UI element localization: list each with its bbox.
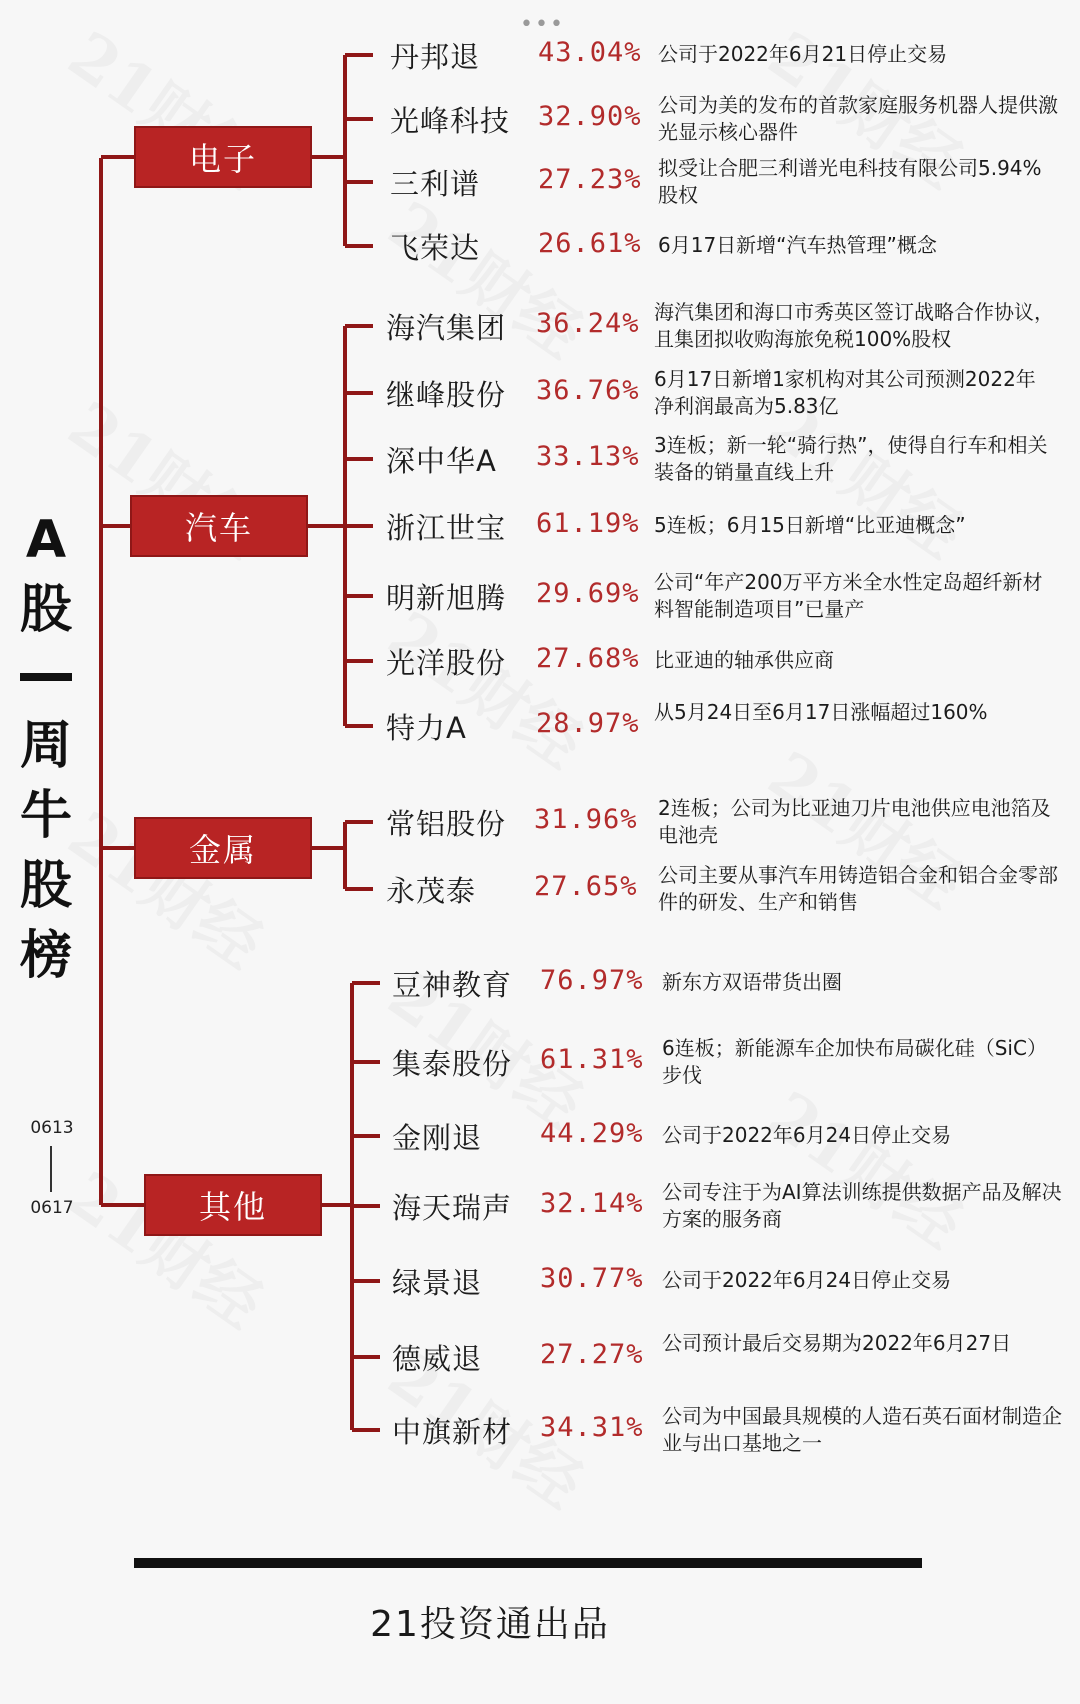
category-box: 其他 xyxy=(144,1174,322,1236)
stock-description: 公司专注于为AI算法训练提供数据产品及解决方案的服务商 xyxy=(662,1180,1062,1231)
stock-description: 公司为中国最具规模的人造石英石面材制造企业与出口基地之一 xyxy=(662,1404,1062,1455)
stock-name: 金刚退 xyxy=(392,1121,483,1155)
stock-name: 永茂泰 xyxy=(386,874,477,908)
stock-description: 海汽集团和海口市秀英区签订战略合作协议，且集团拟收购海旅免税100%股权 xyxy=(654,300,1054,351)
stock-gain-percent: 28.97% xyxy=(536,708,640,739)
stock-description: 公司“年产200万平方米全水性定岛超纤新材料智能制造项目”已量产 xyxy=(654,570,1043,621)
stock-gain-percent: 43.04% xyxy=(538,37,642,68)
stock-description: 比亚迪的轴承供应商 xyxy=(654,648,834,672)
stock-gain-percent: 27.65% xyxy=(534,871,638,902)
stock-gain-percent: 33.13% xyxy=(536,441,640,472)
stock-description: 3连板；新一轮“骑行热”，使得自行车和相关装备的销量直线上升 xyxy=(654,433,1048,484)
stock-gain-percent: 44.29% xyxy=(540,1118,644,1149)
stock-name: 绿景退 xyxy=(392,1266,483,1300)
stock-description: 6连板；新能源车企加快布局碳化硅（SiC）步伐 xyxy=(662,1036,1047,1087)
stock-name: 浙江世宝 xyxy=(386,511,507,545)
stock-name: 光洋股份 xyxy=(386,646,507,680)
footer-label: 21投资通出品 xyxy=(370,1604,610,1645)
stock-gain-percent: 34.31% xyxy=(540,1412,644,1443)
category-box: 电子 xyxy=(134,126,312,188)
stock-description: 6月17日新增1家机构对其公司预测2022年净利润最高为5.83亿 xyxy=(654,367,1036,418)
stock-gain-percent: 36.76% xyxy=(536,375,640,406)
stock-gain-percent: 27.27% xyxy=(540,1339,644,1370)
category-box: 汽车 xyxy=(130,495,308,557)
stock-name: 集泰股份 xyxy=(392,1047,513,1081)
title-char: A xyxy=(25,510,67,570)
title-char: 牛 xyxy=(19,786,72,846)
stock-name: 光峰科技 xyxy=(390,104,511,138)
stock-name: 丹邦退 xyxy=(390,40,481,74)
stock-gain-percent: 27.23% xyxy=(538,164,642,195)
stock-name: 继峰股份 xyxy=(386,378,507,412)
stock-name: 特力A xyxy=(386,711,467,745)
stock-gain-percent: 36.24% xyxy=(536,308,640,339)
stock-name: 豆神教育 xyxy=(392,968,513,1002)
stock-description: 2连板；公司为比亚迪刀片电池供应电池箔及电池壳 xyxy=(658,796,1051,847)
title-char: 榜 xyxy=(19,926,72,986)
stock-name: 海天瑞声 xyxy=(392,1191,513,1225)
stock-name: 常铝股份 xyxy=(386,807,507,841)
stock-description: 6月17日新增“汽车热管理”概念 xyxy=(658,233,937,257)
stock-description: 公司于2022年6月21日停止交易 xyxy=(658,42,948,66)
date-end: 0617 xyxy=(30,1198,74,1218)
stock-gain-percent: 32.90% xyxy=(538,101,642,132)
stock-name: 三利谱 xyxy=(390,167,481,201)
stock-description: 公司预计最后交易期为2022年6月27日 xyxy=(662,1331,1012,1355)
stock-description: 从5月24日至6月17日涨幅超过160% xyxy=(654,700,988,724)
stock-description: 拟受让合肥三利谱光电科技有限公司5.94%股权 xyxy=(658,156,1042,207)
stock-gain-percent: 31.96% xyxy=(534,804,638,835)
stock-gain-percent: 61.31% xyxy=(540,1044,644,1075)
title-char: 周 xyxy=(19,716,72,776)
stock-gain-percent: 29.69% xyxy=(536,578,640,609)
stock-description: 新东方双语带货出圈 xyxy=(662,970,842,994)
stock-name: 德威退 xyxy=(392,1342,483,1376)
stock-name: 海汽集团 xyxy=(386,311,507,345)
stock-gain-percent: 61.19% xyxy=(536,508,640,539)
stock-gain-percent: 27.68% xyxy=(536,643,640,674)
title-char: 股 xyxy=(19,856,72,916)
stock-description: 公司于2022年6月24日停止交易 xyxy=(662,1268,952,1292)
stock-name: 中旗新材 xyxy=(392,1415,513,1449)
stock-gain-percent: 26.61% xyxy=(538,228,642,259)
category-box: 金属 xyxy=(134,817,312,879)
stock-name: 飞荣达 xyxy=(390,231,481,265)
stock-description: 5连板；6月15日新增“比亚迪概念” xyxy=(654,513,966,537)
more-dots-icon[interactable]: ••• xyxy=(520,12,565,37)
date-start: 0613 xyxy=(30,1118,74,1138)
stock-description: 公司主要从事汽车用铸造铝合金和铝合金零部件的研发、生产和销售 xyxy=(658,863,1058,914)
stock-name: 明新旭腾 xyxy=(386,581,507,615)
stock-gain-percent: 76.97% xyxy=(540,965,644,996)
footer-divider xyxy=(134,1558,922,1568)
stock-description: 公司为美的发布的首款家庭服务机器人提供激光显示核心器件 xyxy=(658,93,1058,144)
stock-gain-percent: 32.14% xyxy=(540,1188,644,1219)
stock-gain-percent: 30.77% xyxy=(540,1263,644,1294)
title-char: 股 xyxy=(19,580,72,640)
stock-description: 公司于2022年6月24日停止交易 xyxy=(662,1123,952,1147)
stock-name: 深中华A xyxy=(386,444,497,478)
